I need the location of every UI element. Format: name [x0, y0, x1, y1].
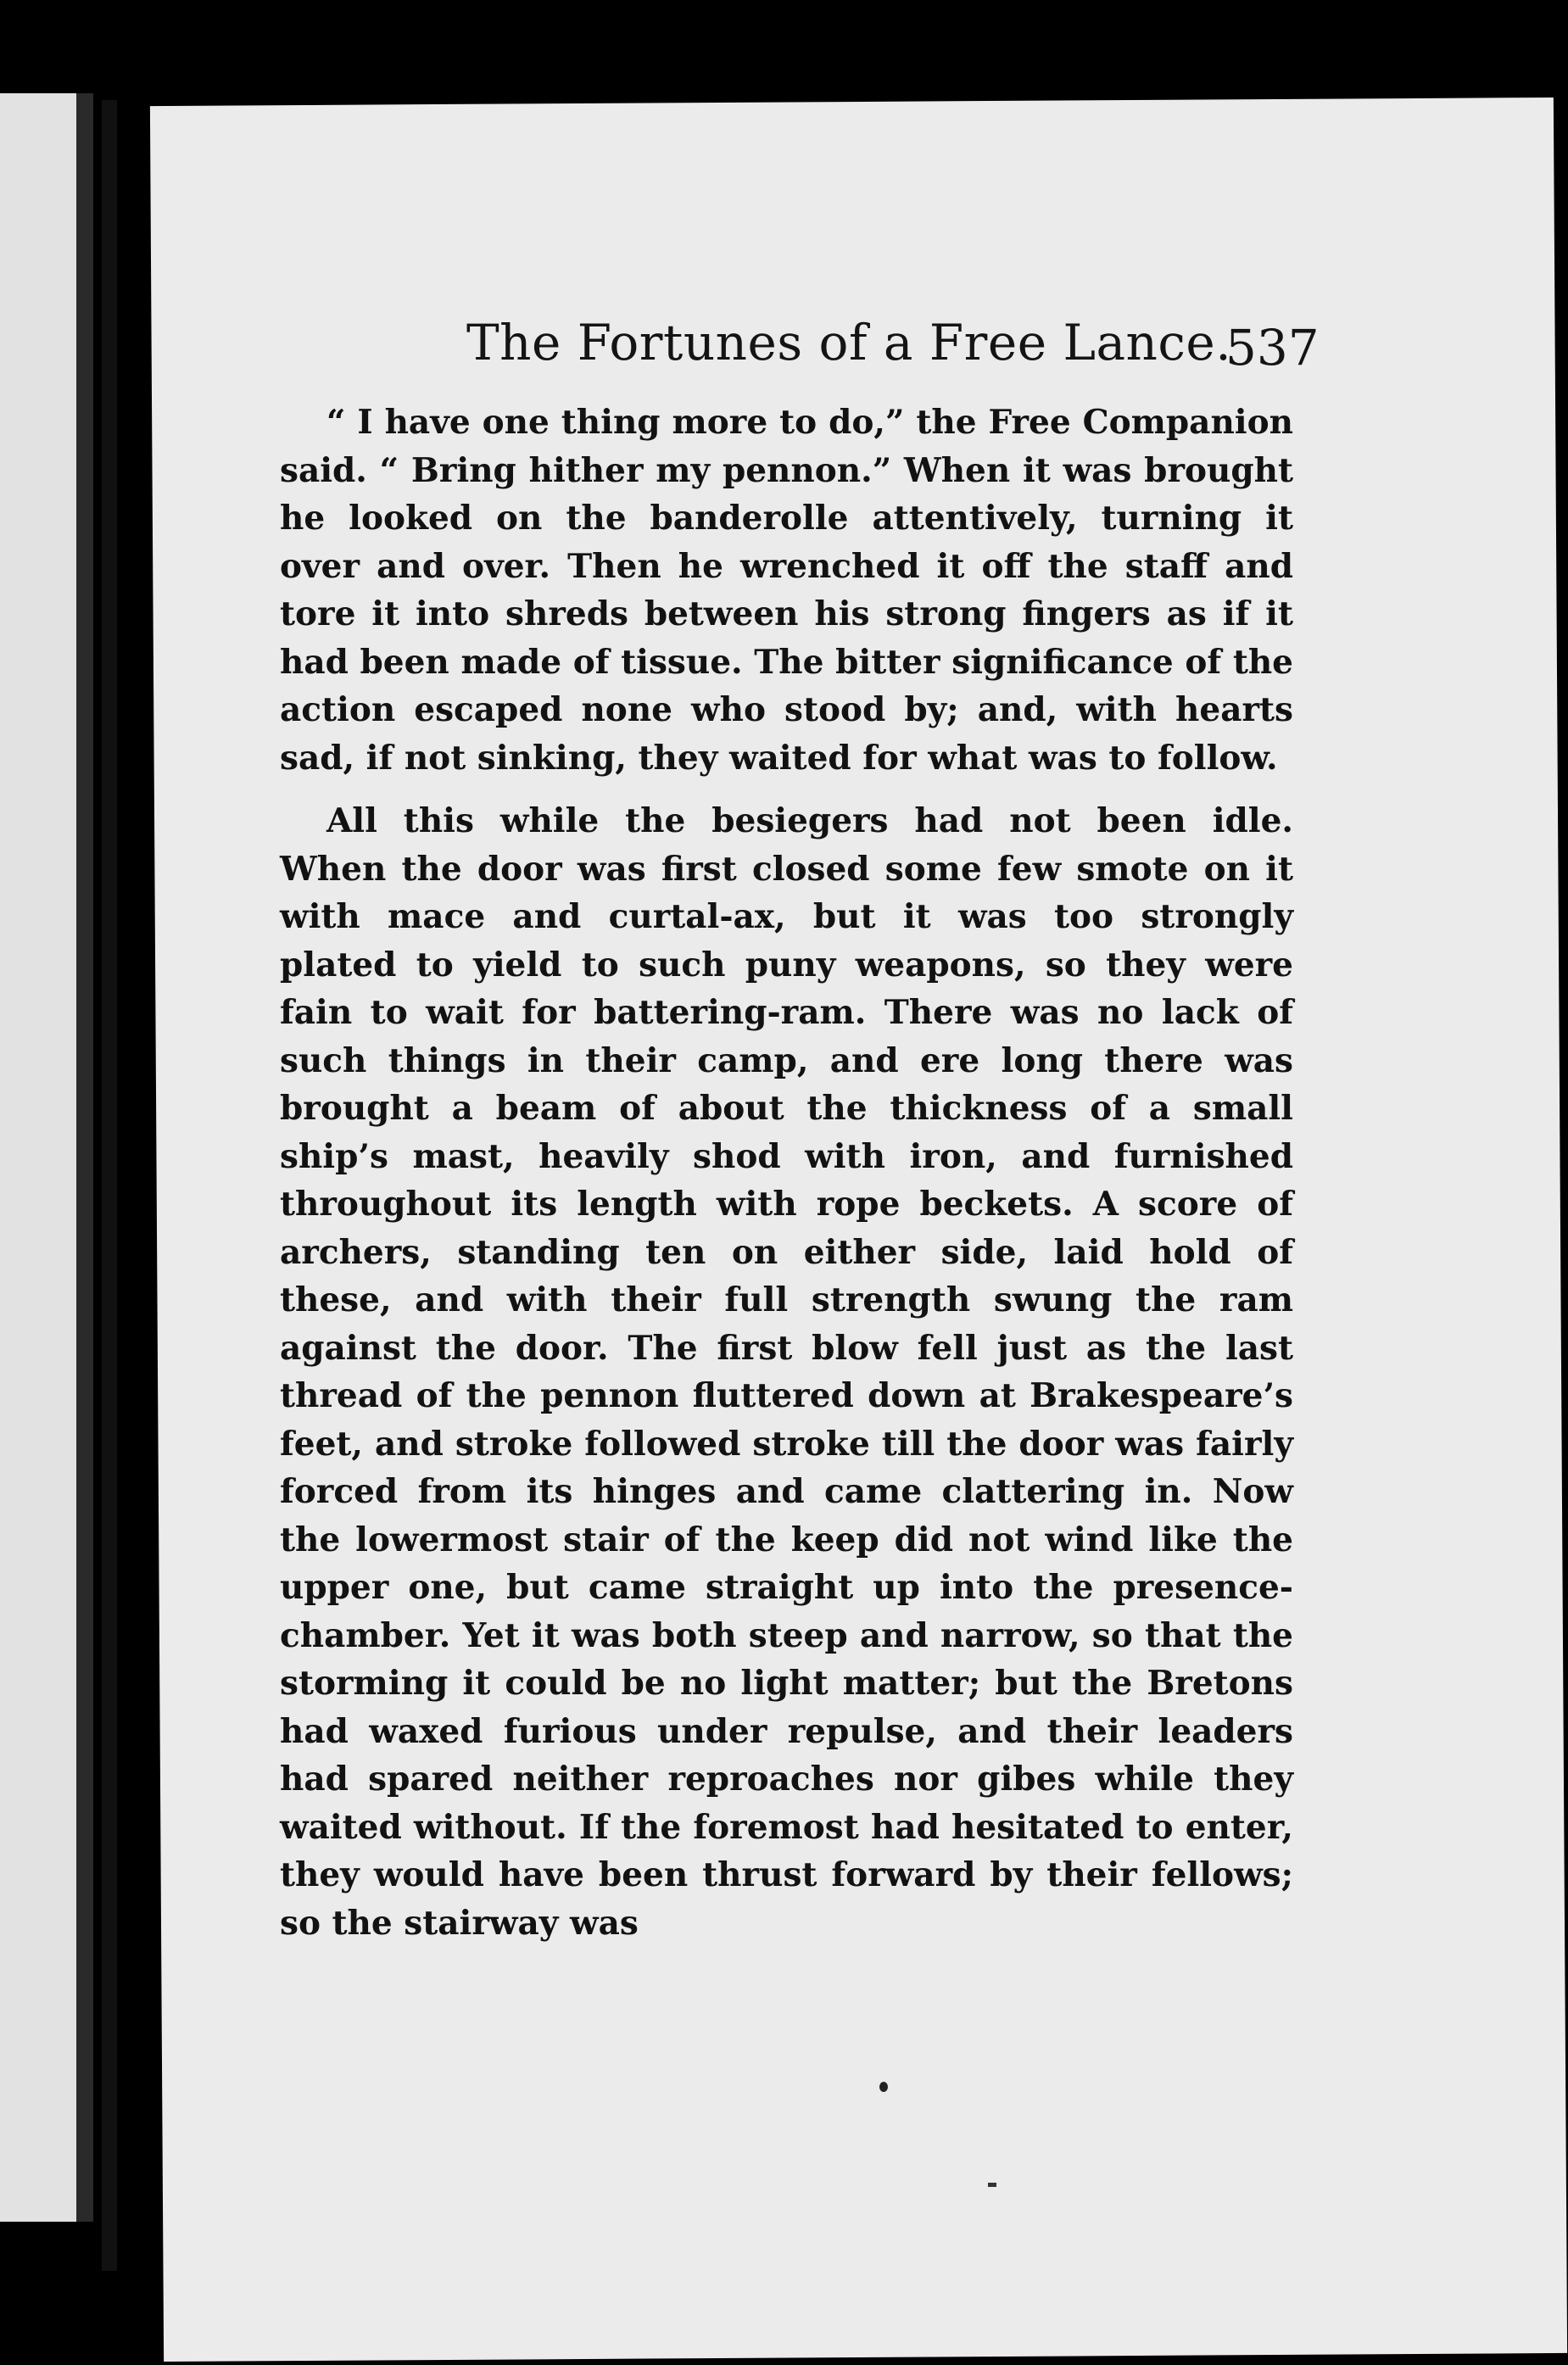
page-number: 537 — [1225, 319, 1320, 377]
paragraph: All this while the besiegers had not been idle. When the door was first closed some few smote on it with mace and curtal-ax, but it was too strongly plated to yield to such puny weapons, so they were fain to wait for battering-ram. There was no lack of such things in their camp, and ere long there was brought a beam of about the thickness of a small ship’s mast, heavily shod with iron, and furnished throughout its length with rope beckets. A score of archers, standing ten on either side, laid hold of these, and with their full strength swung the ram against the door. The first blow fell just as the last thread of the pennon fluttered down at Brakespeare’s feet, and stroke followed stroke till the door was fairly forced from its hinges and came clattering in. Now the lowermost stair of the keep did not wind like the upper one, but came straight up into the presence-chamber. Yet it was both steep and narrow, so that the storming it could be no light matter; but the Bretons had waxed furious under repulse, and their leaders had spared neither reproaches nor gibes while they waited without. If the foremost had hesitated to enter, they would have been thrust forward by their fellows; so the stairway was — [280, 801, 1293, 1943]
ink-speck — [879, 2082, 888, 2092]
ink-mark — [988, 2183, 996, 2187]
gutter-shadow — [102, 100, 117, 2271]
running-title: The Fortunes of a Free Lance. — [466, 314, 1232, 371]
page-header — [305, 314, 1323, 403]
paragraph: “ I have one thing more to do,” the Free Companion said. “ Bring hither my pennon.” When it was brought he looked on the banderolle attentively, turning it over and over. Then he wrenched it off the staff and tore it into shreds between his strong fingers as if it had been made of tissue. The bitter significance of the action escaped none who stood by; and, with hearts sad, if not sinking, they waited for what was to follow. — [280, 403, 1293, 778]
facing-page-shadow — [76, 93, 93, 2222]
body-text — [280, 399, 1293, 1947]
